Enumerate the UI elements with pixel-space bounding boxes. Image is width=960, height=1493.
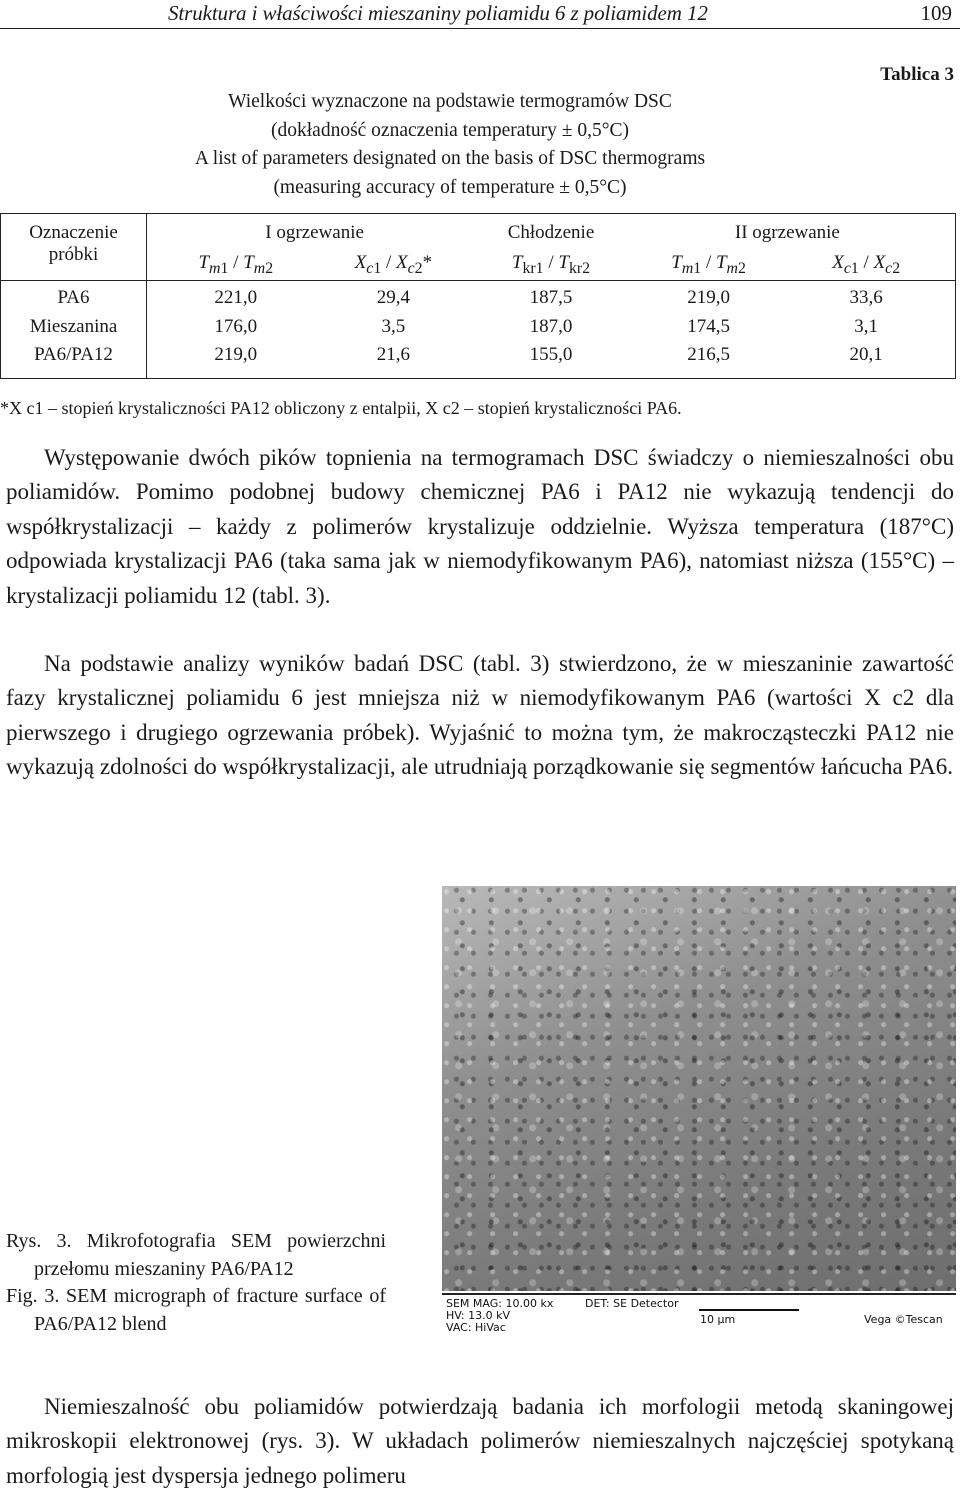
group-first-heating: I ogrzewanie [265,222,364,243]
sem-detector-label: DET: SE Detector [585,1297,679,1310]
running-title: Struktura i właściwości mieszaniny poliamidu 6 z poliamidem 12 [168,1,708,25]
values-cell [147,281,956,379]
sample-header-line-2: próbki [48,244,99,265]
figure-caption [6,1228,386,1338]
caption-pl-line-2: (dokładność oznaczenia temperatury ± 0,5°C) [271,119,629,141]
table-cell: 29,4 [376,287,411,308]
table-row [157,284,945,313]
subheader-tkr: $T_{kr1} / T_{kr2}$ [511,252,591,277]
table-row [157,341,945,370]
table-caption [130,88,770,202]
sem-scale-label: 10 μm [700,1313,736,1326]
subheader-tm-2: $T_{m1} / T_{m2}$ [671,252,746,277]
figure-caption-pl: Rys. 3. Mikrofotografia SEM powierzchni przełomu mieszaniny PA6/PA12 [6,1230,386,1280]
sem-mag-label: SEM MAG: 10.00 kx [446,1297,554,1310]
table-cell: 176,0 [214,315,258,337]
table-cell: 219,0 [687,287,730,308]
table-cell: 219,0 [214,344,258,365]
group-header-cell [147,214,956,251]
table-cell: 21,6 [376,344,411,365]
group-second-heating: II ogrzewanie [734,222,840,243]
table-cell: 216,5 [687,344,730,365]
sample-header-cell [1,214,147,281]
table-cell: 174,5 [687,315,730,337]
caption-pl-line-1: Wielkości wyznaczone na podstawie termogramów DSC [228,91,672,112]
table-label: Tablica 3 [880,64,954,85]
table-cell: 221,0 [214,287,258,308]
sem-vac-label: VAC: HiVac [446,1321,506,1334]
subheader-cell [147,250,956,281]
table-cell: 20,1 [849,344,883,365]
paragraph-2: Na podstawie analizy wyników badań DSC (tabl. 3) stwierdzono, że w mieszaninie zawartość fazy krystalicznej poliamidu 6 jest mniejsza niż w niemodyfikowanym PA6 (wartości X c2 dla pierwszego i drugiego ogrzewania próbek). Wyjaśnić to można tym, że makrocząsteczki PA12 nie wykazują zdolności do współkrystalizacji, ale utrudniają porządkowanie się segmentów łańcucha PA6. [6,651,954,780]
table-row [157,313,945,342]
page-number: 109 [920,1,952,25]
table-cell: 3,1 [854,315,879,337]
paragraph-1: Występowanie dwóch pików topnienia na termogramach DSC świadczy o niemieszalności obu poliamidów. Pomimo podobnej budowy chemicznej PA6 i PA12 nie wykazują tendencji do współkrystalizacji – każdy z polimerów krystalizuje oddzielnie. Wyższa temperatura (187°C) odpowiada krystalizacji PA6 (taka sama jak w niemodyfikowanym PA6), natomiast niższa (155°C) – krystalizacji poliamidu 12 (tabl. 3). [6,445,954,608]
sample-names-cell [1,281,147,379]
subheader-xc-2: $X_{c1} / X_{c2}$ [832,252,901,277]
sem-scale-bar [699,1309,799,1311]
caption-en-line-1: A list of parameters designated on the basis of DSC thermograms [194,148,706,169]
sample-name: PA6/PA12 [34,344,113,365]
dsc-table [0,213,956,379]
sample-header-line-1: Oznaczenie [29,222,118,243]
subheader-xc-1: $X_{c1} / X_{c2}*$ [354,252,433,277]
sem-micrograph [442,886,956,1291]
group-cooling: Chłodzenie [507,222,595,243]
subheader-tm-1: $T_{m1} / T_{m2}$ [198,252,274,277]
figure-caption-en: Fig. 3. SEM micrograph of fracture surface of PA6/PA12 blend [6,1285,386,1335]
sample-name: PA6 [57,287,90,308]
table-cell: 187,0 [529,315,573,337]
table-cell: 33,6 [849,287,883,308]
table-footnote: *X c1 – stopień krystaliczności PA12 obliczony z entalpii, X c2 – stopień krystaliczności PA6. [0,398,682,418]
sem-info-bar [442,1293,956,1337]
table-cell: 3,5 [381,315,406,337]
caption-en-line-2: (measuring accuracy of temperature ± 0,5°C) [273,176,627,198]
table-cell: 187,5 [529,287,573,308]
paragraph-3: Niemieszalność obu poliamidów potwierdzają badania ich morfologii metodą skaningowej mikroskopii elektronowej (rys. 3). W układach polimerów niemieszalnych najczęściej spotykaną morfologią jest dyspersja jednego polimeru [6,1394,954,1488]
sem-brand-label: Vega ©Tescan [864,1313,943,1326]
sample-name: Mieszanina [29,315,118,337]
sem-hv-label: HV: 13.0 kV [446,1309,510,1322]
running-header [0,0,960,29]
table-cell: 155,0 [529,344,573,365]
